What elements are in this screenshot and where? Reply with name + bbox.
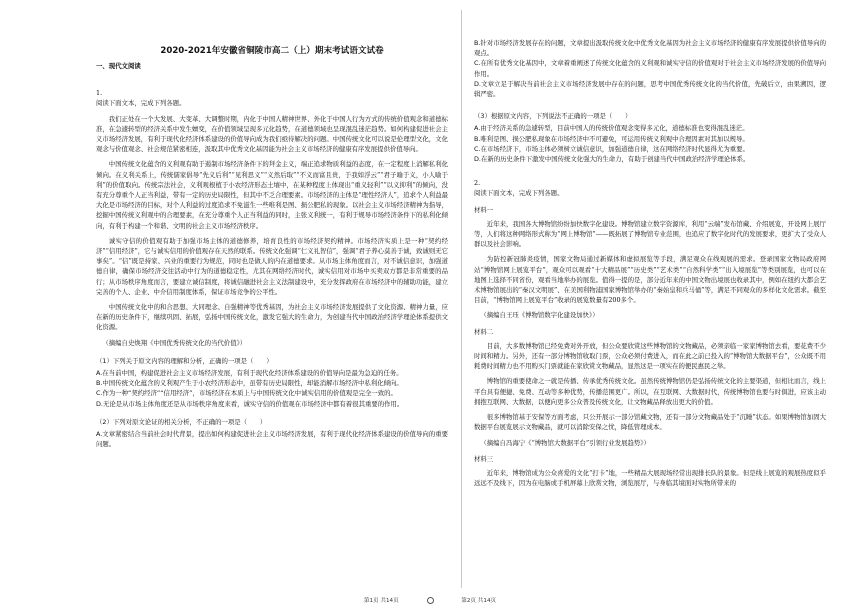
reading-instruction: 阅读下面文本，完成下列各题。 [474, 189, 564, 198]
material-heading: 材料二 [474, 327, 494, 336]
question-stem: （3）根据原文内容，下列说法不正确的一项是（ ） [474, 112, 632, 121]
answer-option: A.在当前中国，构建促进社会主义市场经济发展，有利于现代化经济体系建设的价值导向是最为急迫的任务。 [96, 369, 403, 378]
passage-paragraph: 我们正处在一个大发展、大变革、大调整时期，内化于中国人精神世界、外化于中国人行为方式的传统价值观念和道德标准，在急遽转型的经济关系中发生嬗变，在价值领域呈现多元化趋势，在道德领域也呈现混乱迷茫趋势。如何构建促进社会主义市场经济发展，有利于现代化经济体系建设的价值导向成为我们亟待解决的问题。中国传统文化可以说是伦理型文化，文化观念与价值观念、社会规范紧密相连，汲取其中优秀文化基因能为社会主义市场经济的健康有序发展提供价值导向。 [96, 114, 448, 154]
section-heading: 一、现代文阅读 [96, 62, 141, 70]
passage-paragraph: 近年来，博物馆成为公众喜爱的文化“打卡”地，一些精品大展现场经常出现排长队的景象。但是线上展览的观展热度似乎远远不及线下，因为在电脑或手机屏幕上欣赏文物，浏览展厅，与身临其境面对实物所带来的 [474, 468, 826, 488]
answer-option: D.无论是从市场主体角度还是从市场秩序角度来看，诚实守信的价值观在市场经济中都有着很其重要的作用。 [96, 399, 404, 408]
left-page [96, 0, 448, 592]
passage-paragraph: 很多博物馆基于安保等方面考虑，只公开展示一部分馆藏文物，还有一部分文物藏品处于“沉睡”状态。如果博物馆加固大数据平台展览展示文物藏品，就可以消除安保之忧，降低管理成本。 [474, 413, 826, 432]
material-heading: 材料一 [474, 205, 494, 214]
answer-option: D.文章立足于解决当前社会主义市场经济发展中存在的问题，思考中国优秀传统文化的当代价值，先破后立，由果溯因，逻辑严密。 [474, 79, 826, 99]
answer-option: B.唯利是图、损公肥私现象在市场经济中不可避免，可运用传统义利观中合理因素对其加以规导。 [474, 134, 749, 143]
passage-source: （摘编自冯海宁《“博物馆大数据平台”引领行业发展趋势》） [480, 438, 650, 447]
page-footer [0, 596, 860, 604]
passage-paragraph: 目前，大多数博物馆已经免费对外开放，但公众要欣赏这些博物馆的文物藏品，必须亲临一家家博物馆去看，要花费不少时间和精力。另外，还有一部分博物馆收取门票，公众必须付费进入，而在此之前已投入的“博物馆大数据平台”，公众既不用耗费时间精力也不用购买门票就能在家欣赏文物藏品，显然这是一项实在的便民惠民之举。 [474, 341, 826, 371]
answer-option: A.文章紧密结合当前社会时代背景，提出如何构建促进社会主义市场经济发展，有利于现代化经济体系建设的价值导向的重要问题。 [96, 430, 448, 449]
answer-option: C.在所有优秀文化基因中，文章着重阐述了传统文化蕴含的义利观和诚实守信的价值观对于社会主义市场经济发展的价值导向作用。 [474, 59, 826, 78]
passage-paragraph: 中国传统文化中的和合思想、大同理念、自强精神等优秀基因，为社会主义市场经济发展提供了文化资源、精神力量，应在新的历史条件下，继续巩固、拓展，弘扬中国传统文化，激发它强大的生命力，为创建当代中国政治经济学理论体系提供文化资源。 [96, 303, 448, 332]
answer-option: C.在市场经济下，市场主体必须树立诚信意识，加强道德自律，这在网络经济时代显得尤为重要。 [474, 144, 749, 153]
answer-option: C.作为一种“契约经济”“信用经济”，市场经济在本质上与中国传统文化中诚实信用的价值观是完全一致的。 [96, 389, 397, 398]
reading-instruction: 阅读下面文本，完成下列各题。 [96, 99, 186, 108]
passage-paragraph: 中国传统文化蕴含的义利观有助于遏制市场经济条件下的拜金主义，端正追求物质利益的态度，在一定程度上消解私利化倾向。在义利关系上，传统儒家倡导“先义后利”“见利思义”“义然后取”“不义而富且贵，于我如浮云”“君子喻于义，小人喻于利”的价值取向。传统宗法社会，义利观根植于小农经济形态土壤中，在某种程度上体现出“重义轻利”“以义抑利”的倾向，没有充分尊重个人正当利益，带有一定的历史局限性，但其中不乏合理要素。市场经济的主体是“理性经济人”，追求个人利益最大化是市场经济的目标，对个人利益的过度追求不免滋生一些唯利是图、损公肥私的现象。以社会主义市场经济精神为指导，挖掘中国传统义利观中的合理要素，在充分尊重个人正当利益的同时，主张义利统一，有利于规导市场经济条件下的私利化倾向，有利于构建一个和谐、文明的社会主义市场经济秩序。 [96, 160, 448, 230]
question-stem: （1）下列关于原文内容的理解和分析，正确的一项是（ ） [96, 356, 273, 365]
answer-option: D.在新的历史条件下激发中国传统文化强大的生命力，有助于创建当代中国政治经济学理论体系。 [474, 155, 750, 164]
answer-option: B.中国传统文化蕴含的义利观产生于小农经济形态中，虽带有历史局限性，却能消解市场经济中私利化倾向。 [96, 379, 403, 388]
material-heading: 材料三 [474, 454, 494, 463]
answer-option: A.由于经济关系的急遽转型，目前中国人的传统价值观念变得多元化，道德标准也变得混乱迷茫。 [474, 124, 749, 133]
question-number: 2. [474, 179, 481, 188]
page-separator-icon [427, 597, 434, 604]
passage-source: （摘编自王珏《博物馆数字化建设加快》） [480, 311, 599, 320]
passage-source: （摘编自史焕翔《中国优秀传统文化的当代价值》） [102, 338, 247, 347]
page-number-left: 第1页 共14页 [363, 598, 399, 604]
passage-paragraph: 近年来，我国各大博物馆纷纷加快数字化建设。博物馆建立数字资源库，利用“云端”发布馆藏、介绍展览，开设网上展厅等，人们将这种网络形式称为“网上博物馆”——既拓展了博物馆专业范围，也追应了数字化时代的发展要求，更扩大了受众人群以及社会影响。 [474, 219, 826, 249]
right-page [474, 0, 826, 592]
page-number-right: 第2页 共14页 [461, 598, 497, 604]
page-divider [461, 10, 462, 588]
question-number: 1. [96, 89, 103, 98]
answer-option: B.针对市场经济发展存在的问题，文章提出汲取传统文化中优秀文化基因为社会主义市场经济的健康有序发展提供价值导向的观点。 [474, 39, 826, 58]
document-title: 2020-2021年安徽省铜陵市高二（上）期末考试语文试卷 [160, 46, 384, 56]
passage-paragraph: 博物馆的重要使命之一就是传播、传承优秀传统文化。虽然传统博物馆仍是弘扬传统文化的主要渠道，但相比而言，线上平台具有便捷、免费、互动等多种优势，传播范围更广。所以，在互联网、大数据时代，传统博物馆也要与时俱进，应该主动拥抱互联网、大数据，以便向更多公众普及传统文化，让文物藏品释放出更大的价值。 [474, 377, 826, 406]
question-stem: （2）下列对原文论证的相关分析，不正确的一项是（ ） [96, 417, 267, 426]
passage-paragraph: 诚实守信的价值观有助于加强市场主体的道德修养，培育良性的市场经济契约精神。市场经济实质上是一种“契约经济”“信用经济”，它与诚实信用的价值观存在天然的联系。传统文化强调“仁义礼智信”，强调“君子养心莫善于诚，致诚则无它事矣”。“信”既是持家、兴业的重要行为规范，同时也是做人的内在道德要求。从市场主体角度而言，对不诚信意识，加强道德自律，确保市场经济交往活动中行为的道德稳定性，尤其在网络经济时代，诚实信用对市场中买卖双方都是非常重要的品行；从市场秩序角度而言，要建立诚信制度，将诚信融进社会主义法制建设中，充分发挥政府在市场经济中的辅助功能，建立完善的个人、企业、中介信用制度体系，保证市场竞争的公平性。 [96, 236, 448, 296]
passage-paragraph: 为防控新冠肺炎疫情，国家文物局通过新媒体和虚拟展览等手段，满足观众在线观展的需求。登录国家文物局政府网站“博物馆网上展览平台”，观众可以观看“十大精品展”“历史类”“艺术类”“自然科学类”“出入境展览”等类别展览，也可以在地图上选择不同省份，观看当地举办的展览。值得一提的是，部分近年来的中国文物出境展也收录其中，例如在纽约大都会艺术博物馆展出的“秦汉文明展”、在美国利物浦国家博物馆举办的“秦始皇和兵马俑”等，满足不同观众的多样化文化需求。截至目前，“博物馆网上展览平台”收录的展览数量有200多个。 [474, 255, 826, 305]
